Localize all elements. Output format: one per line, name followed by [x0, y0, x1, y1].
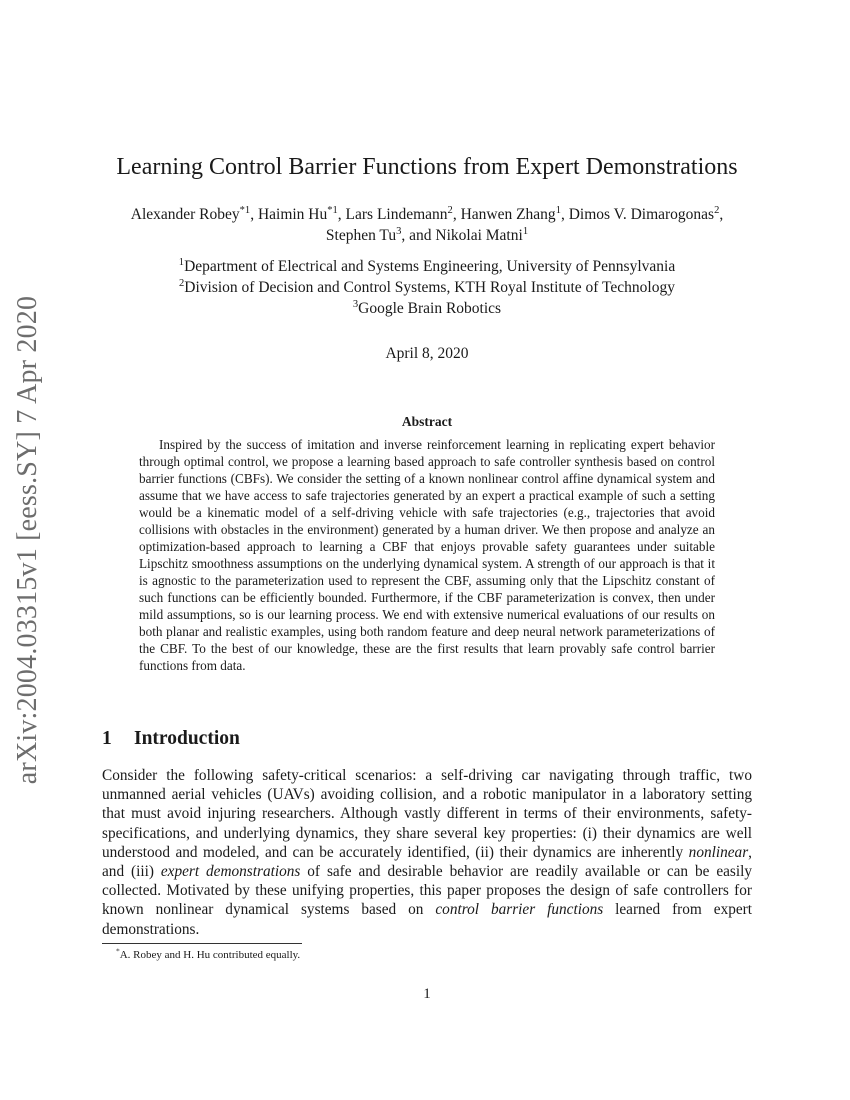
section-number: 1 — [102, 728, 112, 749]
author-sup: 1 — [555, 204, 561, 216]
affiliation — [102, 277, 752, 298]
affiliation — [102, 298, 752, 319]
author-list — [122, 204, 732, 246]
affiliation-text: Google Brain Robotics — [358, 300, 502, 317]
author-sup: 2 — [714, 204, 720, 216]
author-name: Lars Lindemann — [345, 206, 448, 223]
intro-paragraph — [102, 766, 752, 939]
author-sup: 2 — [447, 204, 453, 216]
affiliation-sup: 3 — [352, 298, 359, 310]
abstract-body: Inspired by the success of imitation and inverse reinforcement learning in replicating expert behavior through optimal control, we propose a learning based approach to safe controller synthesis based on control barrier functions (CBFs). We consider the setting of a known nonlinear control affine dynamical system and assume that we have access to safe trajectories generated by an expert a practical example of such a setting would be a kinematic model of a self-driving vehicle with safe trajectories (e.g., trajectories that avoid collisions with obstacles in the environment) generated by a human driver. We then propose and analyze an optimization-based approach to learning a CBF that enjoys provable safety guarantees under suitable Lipschitz smoothness assumptions on the underlying dynamical system. A strength of our approach is that it is agnostic to the parameterization used to represent the CBF, assuming only that the Lipschitz constant of such functions can be efficiently bounded. Furthermore, if the CBF parameterization is convex, then under mild assumptions, so is our learning process. We end with extensive numerical evaluations of our results on both planar and realistic examples, using both random feature and deep neural network parameterizations of the CBF. To the best of our knowledge, these are the first results that learn provably safe control barrier functions from data. — [139, 437, 715, 673]
affiliation-text: Division of Decision and Control Systems, KTH Royal Institute of Technology — [184, 279, 675, 296]
footnote-mark: * — [116, 946, 120, 956]
arxiv-stamp — [3, 295, 53, 785]
intro-text: Consider the following safety-critical scenarios: a self-driving car navigating through traffic, two unmanned aerial vehicles (UAVs) avoiding collision, and a robotic manipulator in a laboratory setting that must avoid injuring researchers. Although vastly different in terms of their environments, safety-specifications, and underlying dynamics, they share several key properties: (i) their dynamics are well understood and modeled, and can be accurately identified, (ii) their dynamics are inherently — [102, 767, 752, 861]
affiliation-list — [102, 256, 752, 319]
author-name: Nikolai Matni — [435, 227, 523, 244]
paper-date: April 8, 2020 — [385, 345, 469, 362]
author-separator: , — [250, 206, 258, 223]
paper-title: Learning Control Barrier Functions from Expert Demonstrations — [116, 154, 738, 180]
footnote — [116, 948, 752, 962]
affiliation — [102, 256, 752, 277]
arxiv-stamp-text: arXiv:2004.03315v1 [eess.SY] 7 Apr 2020 — [12, 295, 43, 785]
affiliation-text: Department of Electrical and Systems Engineering, University of Pennsylvania — [184, 258, 676, 275]
page-number: 1 — [423, 986, 431, 1002]
author-sup: *1 — [327, 204, 338, 216]
author-name: Dimos V. Dimarogonas — [568, 206, 715, 223]
author-sup: 3 — [396, 225, 402, 237]
intro-emphasis: control barrier functions — [435, 901, 604, 919]
footnote-rule — [102, 943, 302, 944]
intro-emphasis: expert demonstrations — [160, 863, 301, 881]
section-heading — [102, 728, 752, 750]
author-name: Alexander Robey — [130, 206, 240, 223]
intro-emphasis: nonlinear — [688, 843, 749, 861]
intro-text: learned from expert demonstrations. — [102, 901, 752, 938]
author-separator: , — [337, 206, 346, 223]
author-sup: 1 — [522, 225, 529, 237]
affiliation-sup: 2 — [179, 277, 185, 289]
author-separator: , and — [401, 227, 436, 244]
author-sup: *1 — [239, 204, 251, 216]
author-separator: , — [452, 206, 461, 223]
author-separator: , — [719, 206, 724, 223]
author-name: Hanwen Zhang — [460, 206, 556, 223]
abstract-heading: Abstract — [401, 414, 453, 429]
section-title: Introduction — [134, 728, 240, 749]
intro-text: , and (iii) — [102, 843, 752, 881]
author-name: Haimin Hu — [257, 206, 328, 223]
author-name: Stephen Tu — [325, 227, 397, 244]
footnote-text: A. Robey and H. Hu contributed equally. — [119, 949, 301, 961]
intro-text: of safe and desirable behavior are readily available or can be easily collected. Motivated by these unifying properties, this paper proposes the design of safe controllers for known nonlinear dynamical systems based on — [102, 863, 752, 919]
author-separator: , — [560, 206, 569, 223]
affiliation-sup: 1 — [178, 256, 185, 268]
